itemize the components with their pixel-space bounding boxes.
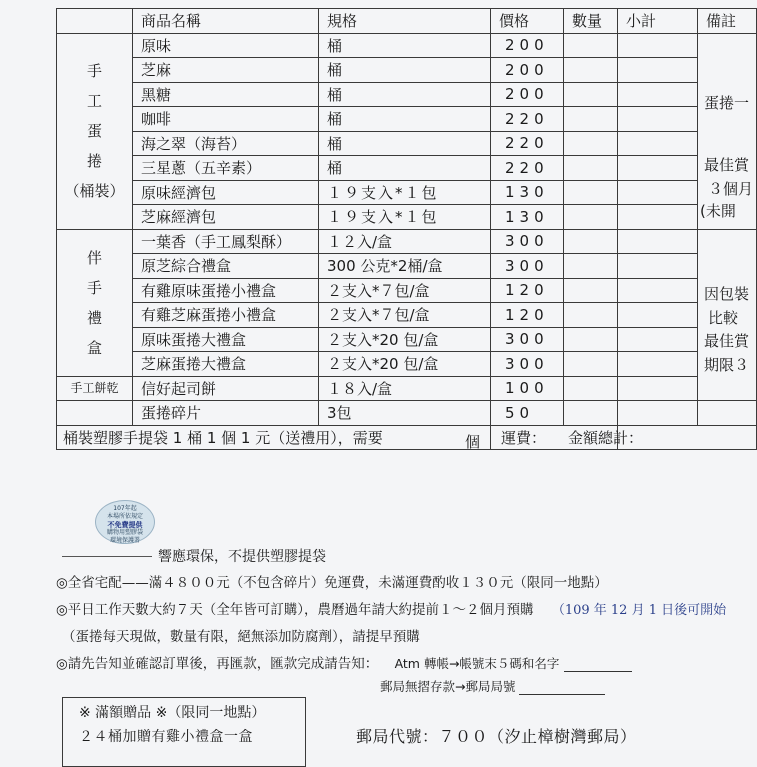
table-row [57,82,757,107]
product-spec: １９支入*１包 [319,180,491,205]
gift-box [62,697,306,767]
product-spec: 桶 [319,156,491,181]
product-price: 130 [491,205,564,230]
product-name: 信好起司餅 [133,376,319,401]
order-table [56,8,757,450]
table-row [57,131,757,156]
subtotal-cell[interactable] [618,327,698,352]
product-spec: 300 公克*2桶/盒 [319,254,491,279]
subtotal-cell[interactable] [618,58,698,83]
subtotal-cell[interactable] [618,229,698,254]
atm-blank[interactable] [564,657,632,672]
subtotal-cell[interactable] [618,131,698,156]
quantity-cell[interactable] [564,401,618,426]
quantity-cell[interactable] [564,254,618,279]
product-price: 120 [491,303,564,328]
table-row [57,352,757,377]
product-spec: ２支入*７包/盒 [319,278,491,303]
product-spec: １９支入*１包 [319,205,491,230]
product-price: 200 [491,82,564,107]
product-price: 200 [491,58,564,83]
table-row [57,327,757,352]
product-price: 130 [491,180,564,205]
category-handmade-rolls: 手 工 蛋 捲 （桶裝） [57,33,133,229]
quantity-cell[interactable] [564,303,618,328]
subtotal-cell[interactable] [618,401,698,426]
notes-group-1: 蛋捲一 最佳賞 ３個月 (未開 [698,33,757,229]
subtotal-cell[interactable] [618,180,698,205]
notes-cell [698,401,757,426]
product-name: 一葉香（手工鳳梨酥） [133,229,319,254]
product-price: 300 [491,229,564,254]
post-transfer-info: 郵局無摺存款→郵局局號 [380,677,605,695]
gift-item: ２４桶加贈有雞小禮盒一盒 [79,729,253,745]
product-spec: 3包 [319,401,491,426]
product-spec: 桶 [319,131,491,156]
total-cell[interactable] [568,425,757,450]
subtotal-cell[interactable] [618,376,698,401]
product-spec: 桶 [319,82,491,107]
quantity-cell[interactable] [564,278,618,303]
product-price: 100 [491,376,564,401]
category-gift-boxes: 伴 手 禮 盒 [57,229,133,376]
header-quantity: 數量 [564,9,618,34]
bag-request-text: 桶裝塑膠手提袋 1 桶 1 個 1 元（送禮用），需要 [63,428,383,447]
product-price: 220 [491,131,564,156]
product-name: 原味經濟包 [133,180,319,205]
lead-time-note: （109 年 12 月 1 日後可開始 [551,603,727,618]
subtotal-cell[interactable] [618,278,698,303]
table-row [57,33,757,58]
subtotal-cell[interactable] [618,352,698,377]
product-spec: ２支入*７包/盒 [319,303,491,328]
product-name: 蛋捲碎片 [133,401,319,426]
divider [62,556,152,557]
product-name: 芝麻經濟包 [133,205,319,230]
table-row [57,205,757,230]
product-name: 芝麻蛋捲大禮盒 [133,352,319,377]
bag-unit-label: 個 [464,432,480,451]
delivery-info: ◎全省宅配——滿４８００元（不包含碎片）免運費，未滿運費酌收１３０元（限同一地點） [56,575,608,591]
table-row [57,376,757,401]
quantity-cell[interactable] [564,33,618,58]
eco-notice: 響應環保，不提供塑膠提袋 [158,549,326,565]
product-name: 原味蛋捲大禮盒 [133,327,319,352]
product-price: 200 [491,33,564,58]
quantity-cell[interactable] [564,327,618,352]
product-name: 芝麻 [133,58,319,83]
product-price: 220 [491,156,564,181]
table-row [57,254,757,279]
product-spec: 桶 [319,33,491,58]
quantity-cell[interactable] [564,82,618,107]
category-biscuits: 手工餅乾 [57,376,133,401]
post-blank[interactable] [519,680,605,695]
quantity-cell[interactable] [564,180,618,205]
product-price: 300 [491,254,564,279]
header-price: 價格 [491,9,564,34]
atm-info: Atm 轉帳→帳號末５碼和名字 [394,656,560,671]
quantity-cell[interactable] [564,229,618,254]
payment-info: ◎請先告知並確認訂單後，再匯款，匯款完成請告知： Atm 轉帳→帳號末５碼和名字 [56,652,632,672]
table-row [57,58,757,83]
header-category [57,9,133,34]
subtotal-cell[interactable] [618,33,698,58]
table-row [57,107,757,132]
gift-title: ※ 滿額贈品 ※（限同一地點） [79,705,266,721]
product-price: 50 [491,401,564,426]
table-footer-row [57,425,757,450]
table-row [57,180,757,205]
product-name: 咖啡 [133,107,319,132]
product-spec: １８入/盒 [319,376,491,401]
product-price: 120 [491,278,564,303]
table-row [57,303,757,328]
quantity-cell[interactable] [564,352,618,377]
product-spec: 桶 [319,107,491,132]
header-subtotal: 小計 [618,9,698,34]
header-product-name: 商品名稱 [133,9,319,34]
product-price: 220 [491,107,564,132]
product-name: 三星蔥（五辛素） [133,156,319,181]
lead-time-info: ◎平日工作天數大約７天（全年皆可訂購），農曆過年請大約提前１～２個月預購 （109 年 12 月 1 日後可開始 [56,602,727,618]
quantity-cell[interactable] [564,107,618,132]
subtotal-cell[interactable] [618,107,698,132]
shipping-label: 運費： [501,428,547,447]
subtotal-cell[interactable] [618,254,698,279]
product-name: 有雞芝麻蛋捲小禮盒 [133,303,319,328]
product-spec: 桶 [319,58,491,83]
header-spec: 規格 [319,9,491,34]
product-spec: ２支入*20 包/盒 [319,327,491,352]
quantity-cell[interactable] [564,376,618,401]
table-header-row [57,9,757,34]
quantity-cell[interactable] [564,156,618,181]
subtotal-cell[interactable] [618,156,698,181]
product-price: 300 [491,352,564,377]
notes-group-2: 因包裝 比較 最佳賞 期限３ [698,229,757,401]
product-price: 300 [491,327,564,352]
table-row [57,229,757,254]
subtotal-cell[interactable] [618,205,698,230]
product-name: 黑糖 [133,82,319,107]
product-name: 海之翠（海苔） [133,131,319,156]
product-spec: １２入/盒 [319,229,491,254]
subtotal-cell[interactable] [618,303,698,328]
total-label: 金額總計： [568,428,644,447]
bag-request-cell [57,425,491,450]
table-row [57,278,757,303]
quantity-cell[interactable] [564,131,618,156]
table-row [57,401,757,426]
quantity-cell[interactable] [564,58,618,83]
product-name: 有雞原味蛋捲小禮盒 [133,278,319,303]
product-name: 原味 [133,33,319,58]
freshness-info: （蛋捲每天現做，數量有限，絕無添加防腐劑），請提早預購 [62,629,420,645]
product-name: 原芝綜合禮盒 [133,254,319,279]
quantity-cell[interactable] [564,205,618,230]
eco-badge-logo: 107年起 本場所依規定 不免費提供 購物用塑膠袋 環境保護署 [95,500,155,544]
category-empty [57,401,133,426]
post-office-code: 郵局代號：７００（汐止樟樹灣郵局） [356,727,637,746]
product-spec: ２支入*20 包/盒 [319,352,491,377]
table-row [57,156,757,181]
header-notes: 備註 [698,9,757,34]
subtotal-cell[interactable] [618,82,698,107]
